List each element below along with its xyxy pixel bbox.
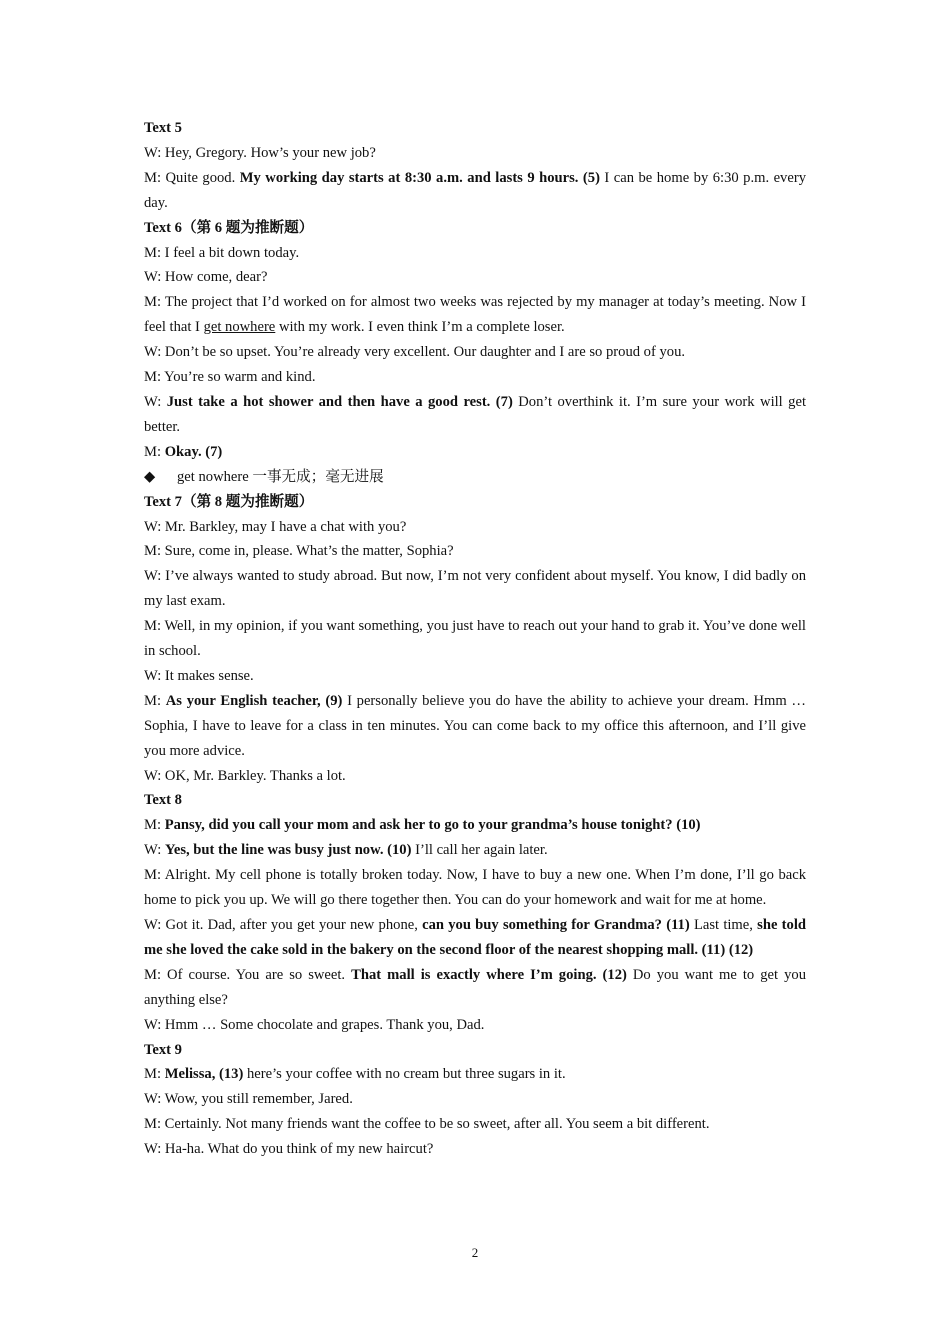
dialogue-line: W: OK, Mr. Barkley. Thanks a lot.: [144, 767, 346, 784]
dialogue-line: [144, 440, 806, 465]
dialogue-line: M: Alright. My cell phone is totally broken today. Now, I have to buy a new one. When I’m done, I’ll go back home to pick you up. We will go there together then. You can do your homework and wait for me at home.: [144, 867, 806, 909]
dialogue-line: [144, 963, 806, 1013]
dialogue-line: M: Sure, come in, please. What’s the matter, Sophia?: [144, 543, 454, 560]
line-part: M:: [144, 443, 165, 460]
section-heading-text7: Text 7（第 8 题为推断题）: [144, 493, 314, 510]
section-heading-text5: Text 5: [144, 120, 182, 136]
dialogue-line: W: Wow, you still remember, Jared.: [144, 1091, 353, 1108]
dialogue-line: W: Hmm … Some chocolate and grapes. Thank you, Dad.: [144, 1016, 485, 1033]
dialogue-line: [144, 838, 806, 863]
dialogue-line: [144, 1062, 806, 1087]
key-sentence: she told me she loved the cake sold in the bakery on the second floor of the nearest shopping mall. (11) (12): [144, 917, 806, 958]
key-sentence: Okay. (7): [164, 443, 223, 460]
line-part: here’s your coffee with no cream but three sugars in it.: [243, 1066, 566, 1083]
line-part: Last time,: [689, 917, 758, 933]
line-part: M:: [144, 817, 165, 834]
section-heading-text6: Text 6（第 6 题为推断题）: [144, 219, 314, 236]
dialogue-line: [144, 689, 806, 764]
vocab-note: [144, 465, 806, 490]
dialogue-line: M: I feel a bit down today.: [144, 244, 300, 261]
key-sentence: Yes, but the line was busy just now. (10): [164, 842, 412, 859]
page-number: 2: [471, 1245, 479, 1260]
line-part: W:: [144, 842, 165, 859]
line-part: I’ll call her again later.: [411, 842, 548, 859]
dialogue-line: W: Ha-ha. What do you think of my new haircut?: [144, 1141, 434, 1158]
line-part: W:: [144, 393, 167, 410]
key-sentence: As your English teacher, (9): [165, 692, 343, 709]
dialogue-line: M: You’re so warm and kind.: [144, 369, 316, 386]
line-part: M: The project that I’d worked on for almost two weeks was rejected by my manager at today’s meeting. Now I feel that I: [144, 294, 806, 336]
dialogue-line: [144, 390, 806, 440]
dialogue-line: [144, 813, 806, 838]
key-sentence: My working day starts at 8:30 a.m. and lasts 9 hours. (5): [239, 169, 600, 186]
dialogue-line: W: I’ve always wanted to study abroad. But now, I’m not very confident about myself. You know, I did badly on my last exam.: [144, 568, 806, 610]
dialogue-line: [144, 290, 806, 340]
line-part: I personally believe you do have the ability to achieve your dream. Hmm … Sophia, I have to leave for a class in ten minutes. You can come back to my office this afternoon, and I’ll give you more advice.: [144, 692, 807, 759]
line-part: M:: [144, 692, 166, 709]
section-heading-text8: Text 8: [144, 792, 182, 809]
vocab-note-text: get nowhere 一事无成；毫无进展: [177, 468, 384, 485]
dialogue-line: W: Mr. Barkley, may I have a chat with you?: [144, 518, 407, 535]
underlined-phrase: get nowhere: [203, 319, 276, 336]
line-part: M: Of course. You are so sweet.: [144, 966, 352, 983]
key-sentence: That mall is exactly where I’m going. (12): [351, 966, 627, 983]
diamond-bullet-icon: ◆: [144, 468, 156, 485]
line-part: M:: [144, 1066, 165, 1083]
line-part: Do you want me to get you anything else?: [144, 966, 806, 1008]
line-part: I can be home by 6:30 p.m. every day.: [144, 169, 806, 211]
line-part: Don’t overthink it. I’m sure your work will get better.: [144, 393, 807, 435]
dialogue-line: M: Well, in my opinion, if you want something, you just have to reach out your hand to grab it. You’ve done well in school.: [144, 618, 806, 660]
dialogue-line: W: It makes sense.: [144, 667, 254, 684]
line-part: W: Got it. Dad, after you get your new phone,: [144, 917, 423, 933]
dialogue-line: M: Certainly. Not many friends want the coffee to be so sweet, after all. You seem a bit different.: [144, 1116, 710, 1133]
dialogue-line: W: Hey, Gregory. How’s your new job?: [144, 144, 376, 161]
section-heading-text9: Text 9: [144, 1041, 182, 1058]
key-sentence: can you buy something for Grandma? (11): [422, 917, 690, 933]
dialogue-line: W: How come, dear?: [144, 269, 268, 286]
key-sentence: Pansy, did you call your mom and ask her to go to your grandma’s house tonight? (10): [164, 817, 701, 834]
dialogue-line: [144, 166, 806, 216]
key-sentence: Just take a hot shower and then have a good rest. (7): [166, 393, 513, 410]
key-sentence: Melissa, (13): [164, 1066, 244, 1083]
dialogue-line: [144, 913, 806, 963]
dialogue-line: W: Don’t be so upset. You’re already very excellent. Our daughter and I are so proud of you.: [144, 344, 686, 361]
line-part: with my work. I even think I’m a complete loser.: [275, 319, 565, 336]
document-body: [144, 116, 806, 1162]
line-part: M: Quite good.: [144, 169, 240, 186]
